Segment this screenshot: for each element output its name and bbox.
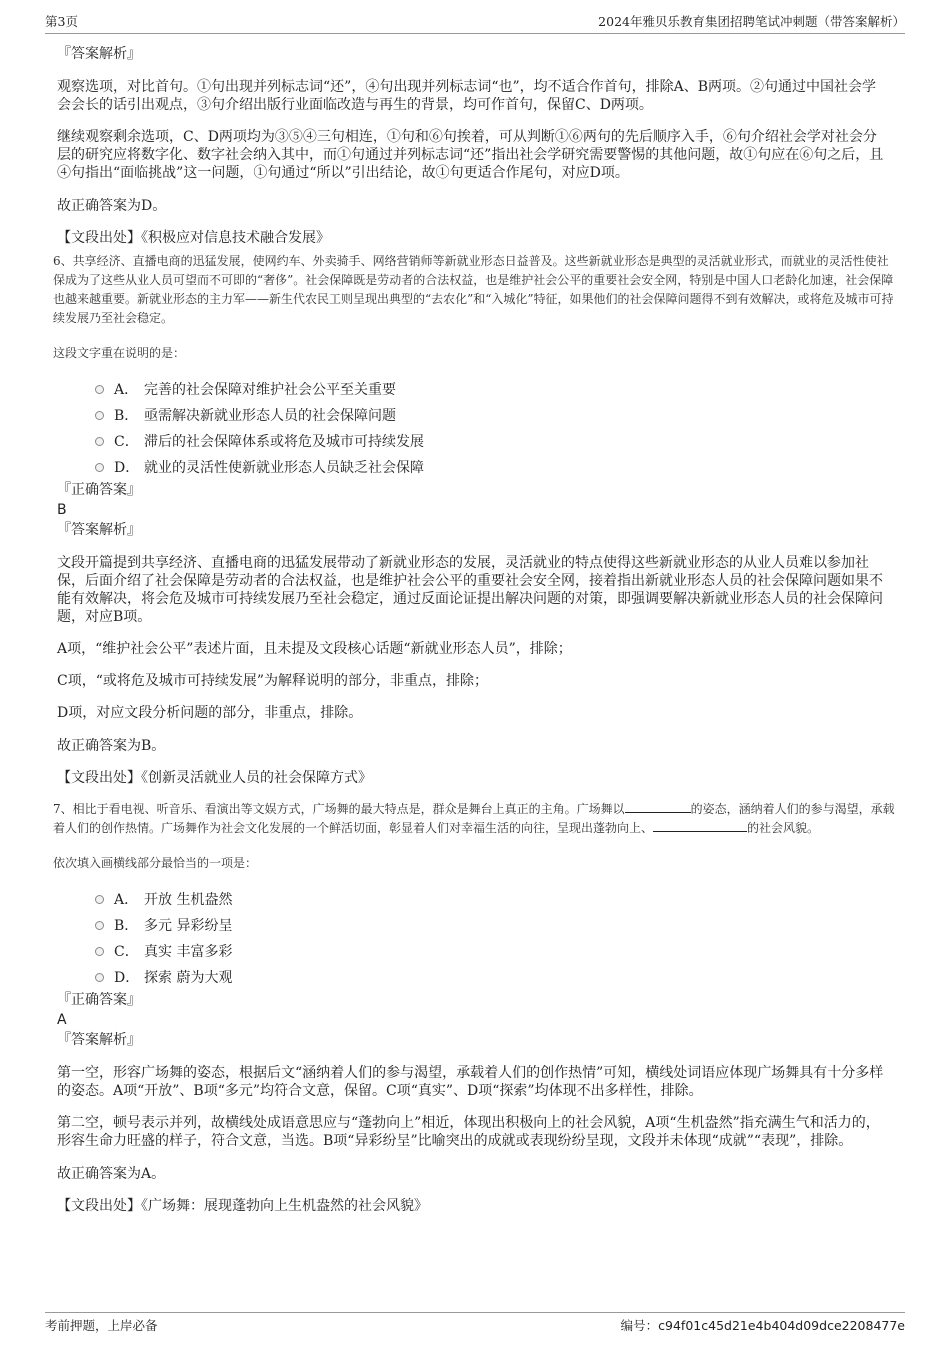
radio-icon[interactable] bbox=[95, 921, 104, 930]
fill-blank bbox=[653, 819, 747, 832]
page-footer bbox=[45, 1312, 905, 1334]
option-letter: C． bbox=[114, 944, 139, 960]
analysis-paragraph: 第一空，形容广场舞的姿态，根据后文“涵纳着人们的参与渴望，承载着人们的创作热情”可知，横线处词语应体现广场舞具有十分多样的姿态。A项“开放”、B项“多元”均符合文意，保留。C项“真实”、D项“探索”均体现不出多样性，排除。 bbox=[57, 1065, 884, 1099]
question-text-part: 的姿态，涵纳着人们的参与渴望，承载着人们的创作热情。广场舞作为社会文化发展的一个鲜活切面，彰显着人们对幸福生活的向往，呈现出蓬勃向上、 bbox=[53, 802, 895, 835]
option-list bbox=[95, 376, 950, 480]
analysis-paragraph: 第二空，顿号表示并列，故横线处成语意思应与“蓬勃向上”相近，体现出积极向上的社会风貌，A项“生机盎然”指充满生气和活力的，形容生命力旺盛的样子，符合文意，当选。B项“异彩纷呈”比喻突出的成就或表现纷纷呈现，文段并未体现“成就”“表现”，排除。 bbox=[57, 1115, 880, 1149]
option-d[interactable] bbox=[95, 454, 950, 480]
option-b[interactable] bbox=[95, 912, 950, 938]
option-text: 多元 异彩纷呈 bbox=[144, 918, 233, 934]
option-letter: A． bbox=[114, 382, 139, 398]
option-text: 开放 生机盎然 bbox=[144, 892, 233, 908]
correct-answer: B bbox=[57, 502, 67, 518]
correct-answer: A bbox=[57, 1012, 67, 1028]
radio-icon[interactable] bbox=[95, 385, 104, 394]
option-letter: B． bbox=[114, 408, 139, 424]
question-text-part: 7、相比于看电视、听音乐、看演出等文娱方式，广场舞的最大特点是，群众是舞台上真正的主角。广场舞以 bbox=[53, 802, 625, 816]
question-text: 6、共享经济、直播电商的迅猛发展，使网约车、外卖骑手、网络营销师等新就业形态日益普及。这些新就业形态是典型的灵活就业形式，而就业的灵活性使社保成为了这些从业人员可望而不可即的“奢侈”。社会保障既是劳动者的合法权益，也是维护社会公平的重要社会安全网，特别是中国人口老龄化加速，社会保障也越来越重要。新就业形态的主力军——新生代农民工则呈现出典型的“去农化”和“入城化”特征，如果他们的社会保障问题得不到有效解决，或将危及城市可持续发展乃至社会稳定。 bbox=[53, 254, 894, 325]
option-text: 亟需解决新就业形态人员的社会保障问题 bbox=[144, 408, 396, 424]
analysis-paragraph: D项，对应文段分析问题的部分，非重点，排除。 bbox=[57, 705, 363, 721]
radio-icon[interactable] bbox=[95, 411, 104, 420]
analysis-paragraph: 继续观察剩余选项，C、D两项均为③⑤④三句相连，①句和⑥句挨着，可从判断①⑥两句的先后顺序入手，⑥句介绍社会学对社会分层的研究应将数字化、数字社会纳入其中，而①句通过并列标志词“还”指出社会学研究需要警惕的其他问题，故①句应在⑥句之后，且④句指出“面临挑战”这一问题，①句通过“所以”引出结论，故①句更适合作尾句，对应D项。 bbox=[57, 129, 884, 181]
option-c[interactable] bbox=[95, 938, 950, 964]
option-c[interactable] bbox=[95, 428, 950, 454]
option-d[interactable] bbox=[95, 964, 950, 990]
question-text bbox=[53, 800, 898, 838]
document-id: 编号：c94f01c45d21e4b404d09dce2208477e bbox=[620, 1318, 905, 1333]
page-number: 第3页 bbox=[45, 14, 78, 29]
radio-icon[interactable] bbox=[95, 463, 104, 472]
question-ask: 依次填入画横线部分最恰当的一项是： bbox=[53, 856, 258, 870]
option-text: 滞后的社会保障体系或将危及城市可持续发展 bbox=[144, 434, 424, 450]
analysis-label: 『答案解析』 bbox=[57, 46, 141, 62]
radio-icon[interactable] bbox=[95, 437, 104, 446]
option-a[interactable] bbox=[95, 376, 950, 402]
option-letter: D． bbox=[114, 970, 140, 986]
radio-icon[interactable] bbox=[95, 895, 104, 904]
correct-answer-label: 『正确答案』 bbox=[57, 992, 141, 1008]
fill-blank bbox=[625, 800, 691, 813]
option-text: 完善的社会保障对维护社会公平至关重要 bbox=[144, 382, 396, 398]
analysis-paragraph: C项，“或将危及城市可持续发展”为解释说明的部分，非重点，排除； bbox=[57, 673, 489, 689]
option-a[interactable] bbox=[95, 886, 950, 912]
option-text: 就业的灵活性使新就业形态人员缺乏社会保障 bbox=[144, 460, 424, 476]
conclusion: 故正确答案为B。 bbox=[57, 738, 166, 754]
option-letter: B． bbox=[114, 918, 139, 934]
document-title: 2024年雅贝乐教育集团招聘笔试冲刺题（带答案解析） bbox=[598, 14, 905, 29]
analysis-paragraph: 文段开篇提到共享经济、直播电商的迅猛发展带动了新就业形态的发展，灵活就业的特点使得这些新就业形态的从业人员难以参加社保，后面介绍了社会保障是劳动者的合法权益，也是维护社会公平的重要社会安全网，接着指出新就业形态人员的社会保障问题如果不能有效解决，将会危及城市可持续发展乃至社会稳定，通过反面论证提出解决问题的对策，即强调要解决新就业形态人员的社会保障问题，对应B项。 bbox=[57, 555, 883, 625]
question-text-part: 的社会风貌。 bbox=[747, 821, 820, 835]
option-text: 探索 蔚为大观 bbox=[144, 970, 233, 986]
source-citation: 【文段出处】《广场舞：展现蓬勃向上生机盎然的社会风貌》 bbox=[57, 1198, 428, 1214]
option-letter: C． bbox=[114, 434, 139, 450]
option-text: 真实 丰富多彩 bbox=[144, 944, 233, 960]
source-citation: 【文段出处】《积极应对信息技术融合发展》 bbox=[57, 230, 330, 246]
analysis-label: 『答案解析』 bbox=[57, 522, 141, 538]
radio-icon[interactable] bbox=[95, 973, 104, 982]
option-letter: A． bbox=[114, 892, 139, 908]
page-header bbox=[45, 12, 905, 34]
option-list bbox=[95, 886, 950, 990]
radio-icon[interactable] bbox=[95, 947, 104, 956]
analysis-paragraph: 观察选项，对比首句。①句出现并列标志词“还”，④句出现并列标志词“也”，均不适合作首句，排除A、B两项。②句通过中国社会学会会长的话引出观点，③句介绍出版行业面临改造与再生的背景，均可作首句，保留C、D两项。 bbox=[57, 79, 877, 113]
correct-answer-label: 『正确答案』 bbox=[57, 482, 141, 498]
conclusion: 故正确答案为D。 bbox=[57, 198, 167, 214]
source-citation: 【文段出处】《创新灵活就业人员的社会保障方式》 bbox=[57, 770, 372, 786]
option-b[interactable] bbox=[95, 402, 950, 428]
footer-slogan: 考前押题，上岸必备 bbox=[45, 1318, 158, 1333]
analysis-paragraph: A项，“维护社会公平”表述片面，且未提及文段核心话题“新就业形态人员”，排除； bbox=[57, 641, 572, 657]
page-content bbox=[0, 44, 950, 1216]
question-ask: 这段文字重在说明的是： bbox=[53, 346, 186, 360]
analysis-label: 『答案解析』 bbox=[57, 1032, 141, 1048]
option-letter: D． bbox=[114, 460, 140, 476]
conclusion: 故正确答案为A。 bbox=[57, 1166, 166, 1182]
